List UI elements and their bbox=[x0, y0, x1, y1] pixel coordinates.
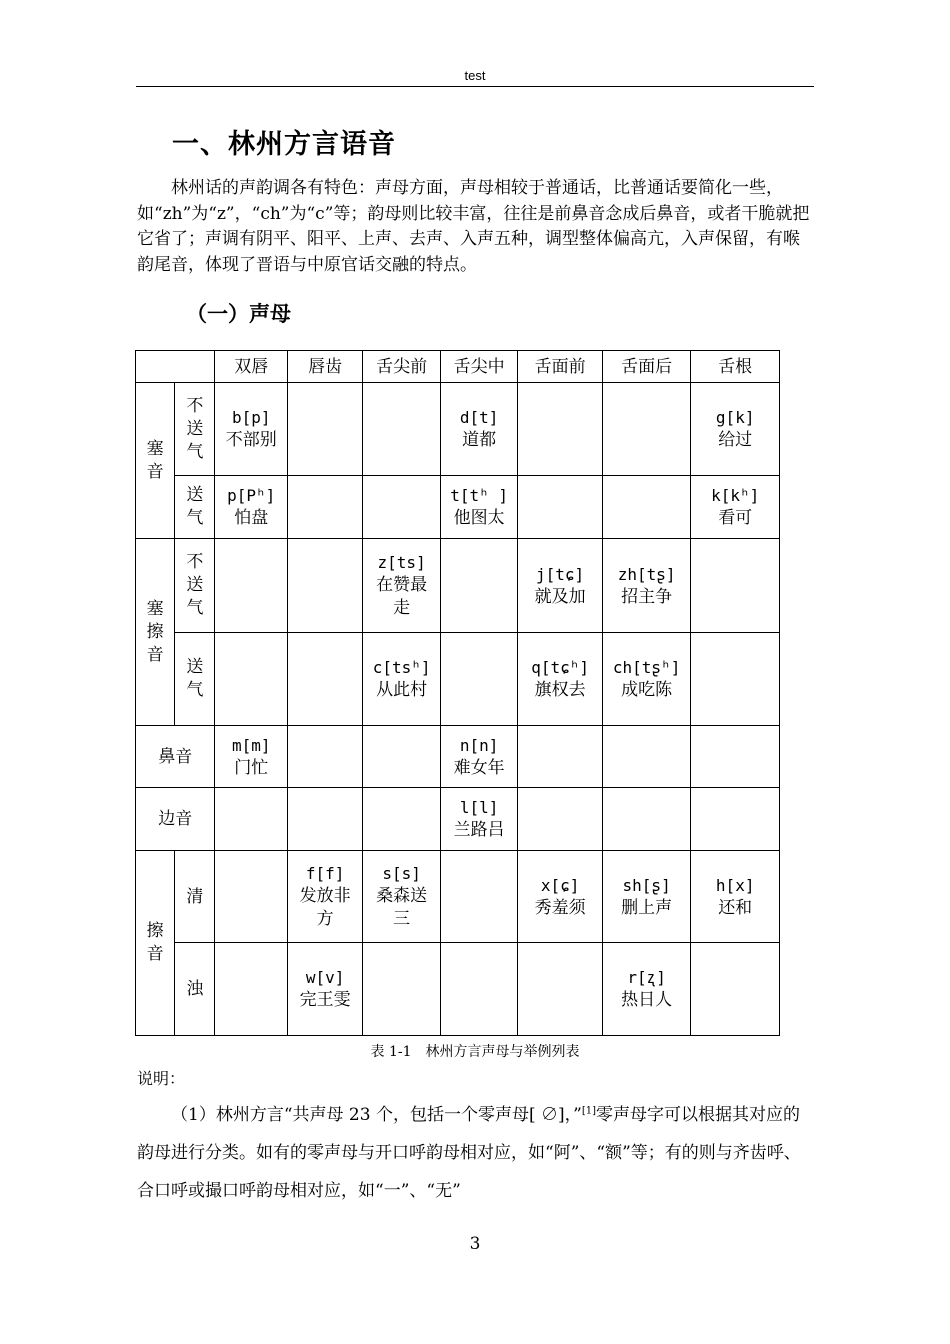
table-cell: r[ʐ] 热日人 bbox=[602, 943, 691, 1036]
page-header: test bbox=[464, 68, 486, 83]
table-cell bbox=[440, 851, 517, 943]
sub-label: 清 bbox=[175, 851, 215, 943]
col-header: 舌面后 bbox=[602, 351, 691, 383]
table-cell bbox=[691, 788, 780, 851]
sub-label: 不送气 bbox=[175, 383, 215, 476]
table-cell: m[m] 门忙 bbox=[215, 726, 287, 788]
table-cell bbox=[287, 726, 362, 788]
table-row bbox=[136, 476, 780, 539]
table-cell bbox=[363, 726, 440, 788]
table-cell bbox=[287, 539, 362, 633]
table-cell bbox=[602, 476, 691, 539]
col-header: 舌尖前 bbox=[363, 351, 440, 383]
table-cell: g[k] 给过 bbox=[691, 383, 780, 476]
sub-label: 不送气 bbox=[175, 539, 215, 633]
group-label: 擦音 bbox=[136, 851, 175, 1036]
table-cell: ch[tʂʰ] 成吃陈 bbox=[602, 633, 691, 726]
table-cell bbox=[440, 539, 517, 633]
table-cell bbox=[287, 788, 362, 851]
table-cell: t[tʰ ] 他图太 bbox=[440, 476, 517, 539]
table-row bbox=[136, 943, 780, 1036]
table-row bbox=[136, 633, 780, 726]
group-label: 塞音 bbox=[136, 383, 175, 539]
section-title: 一、林州方言语音 bbox=[172, 129, 396, 160]
table-cell bbox=[691, 943, 780, 1036]
table-cell: b[p] 不部别 bbox=[215, 383, 287, 476]
table-cell: sh[ʂ] 删上声 bbox=[602, 851, 691, 943]
table-cell bbox=[287, 383, 362, 476]
table-cell bbox=[602, 726, 691, 788]
table-cell bbox=[518, 383, 603, 476]
sub-label: 送气 bbox=[175, 476, 215, 539]
sub-label: 送气 bbox=[175, 633, 215, 726]
table-cell bbox=[602, 383, 691, 476]
col-header: 唇齿 bbox=[287, 351, 362, 383]
table-cell: s[s] 桑森送三 bbox=[363, 851, 440, 943]
sub-label: 浊 bbox=[175, 943, 215, 1036]
table-cell: zh[tʂ] 招主争 bbox=[602, 539, 691, 633]
table-cell: j[tɕ] 就及加 bbox=[518, 539, 603, 633]
table-caption: 表 1-1 林州方言声母与举例列表 bbox=[370, 1044, 580, 1060]
table-cell bbox=[363, 943, 440, 1036]
corner-cell bbox=[136, 351, 215, 383]
table-cell bbox=[518, 476, 603, 539]
col-header: 舌尖中 bbox=[440, 351, 517, 383]
header-rule bbox=[136, 86, 814, 87]
table-cell bbox=[287, 476, 362, 539]
table-cell bbox=[518, 726, 603, 788]
table-cell bbox=[602, 788, 691, 851]
table-cell: l[l] 兰路吕 bbox=[440, 788, 517, 851]
table-cell bbox=[440, 943, 517, 1036]
table-cell: w[v] 完王雯 bbox=[287, 943, 362, 1036]
table-cell bbox=[287, 633, 362, 726]
table-row bbox=[136, 851, 780, 943]
group-label: 鼻音 bbox=[136, 726, 215, 788]
table-cell: d[t] 道都 bbox=[440, 383, 517, 476]
table-cell bbox=[691, 726, 780, 788]
initials-table bbox=[135, 350, 780, 1036]
table-cell: c[tsʰ] 从此村 bbox=[363, 633, 440, 726]
citation-ref[interactable]: [1] bbox=[581, 1105, 596, 1117]
table-cell bbox=[440, 633, 517, 726]
table-header-row bbox=[136, 351, 780, 383]
table-row bbox=[136, 788, 780, 851]
table-cell bbox=[215, 633, 287, 726]
table-cell bbox=[215, 539, 287, 633]
group-label: 塞擦音 bbox=[136, 539, 175, 726]
table-cell: q[tɕʰ] 旗权去 bbox=[518, 633, 603, 726]
group-label: 边音 bbox=[136, 788, 215, 851]
col-header: 双唇 bbox=[215, 351, 287, 383]
table-cell bbox=[518, 788, 603, 851]
table-cell bbox=[363, 383, 440, 476]
table-cell: n[n] 难女年 bbox=[440, 726, 517, 788]
col-header: 舌根 bbox=[691, 351, 780, 383]
table-cell: x[ɕ] 秀羞须 bbox=[518, 851, 603, 943]
table-cell bbox=[215, 943, 287, 1036]
col-header: 舌面前 bbox=[518, 351, 603, 383]
table-cell: z[ts] 在赞最走 bbox=[363, 539, 440, 633]
table-cell bbox=[215, 788, 287, 851]
table-cell bbox=[215, 851, 287, 943]
table-row bbox=[136, 383, 780, 476]
table-cell bbox=[691, 633, 780, 726]
table-cell: p[Pʰ] 怕盘 bbox=[215, 476, 287, 539]
intro-paragraph: 林州话的声韵调各有特色：声母方面，声母相较于普通话，比普通话要简化一些，如“zh”为“z”，“ch”为“c”等；韵母则比较丰富，往往是前鼻音念成后鼻音，或者干脆就把它省了；声调有阴平、阳平、上声、去声、入声五种，调型整体偏高亢，入声保留，有喉韵尾音，体现了晋语与中原官话交融的特点。 bbox=[137, 178, 810, 275]
table-cell: h[x] 还和 bbox=[691, 851, 780, 943]
subsection-title: （一）声母 bbox=[186, 302, 291, 326]
note-paragraph: （1）林州方言“共声母 23 个，包括一个零声母[ ∅]，”[1]零声母字可以根据其对应的韵母进行分类。如有的零声母与开口呼韵母相对应，如“阿”、“额”等；有的则与齐齿呼、合口呼或撮口呼韵母相对应，如“一”、“无” bbox=[137, 1105, 801, 1201]
table-cell bbox=[691, 539, 780, 633]
table-row bbox=[136, 539, 780, 633]
table-cell bbox=[363, 476, 440, 539]
table-cell: f[f] 发放非方 bbox=[287, 851, 362, 943]
page-number: 3 bbox=[469, 1234, 481, 1254]
table-cell bbox=[518, 943, 603, 1036]
table-row bbox=[136, 726, 780, 788]
table-cell bbox=[363, 788, 440, 851]
note-label: 说明： bbox=[137, 1069, 186, 1088]
table-cell: k[kʰ] 看可 bbox=[691, 476, 780, 539]
